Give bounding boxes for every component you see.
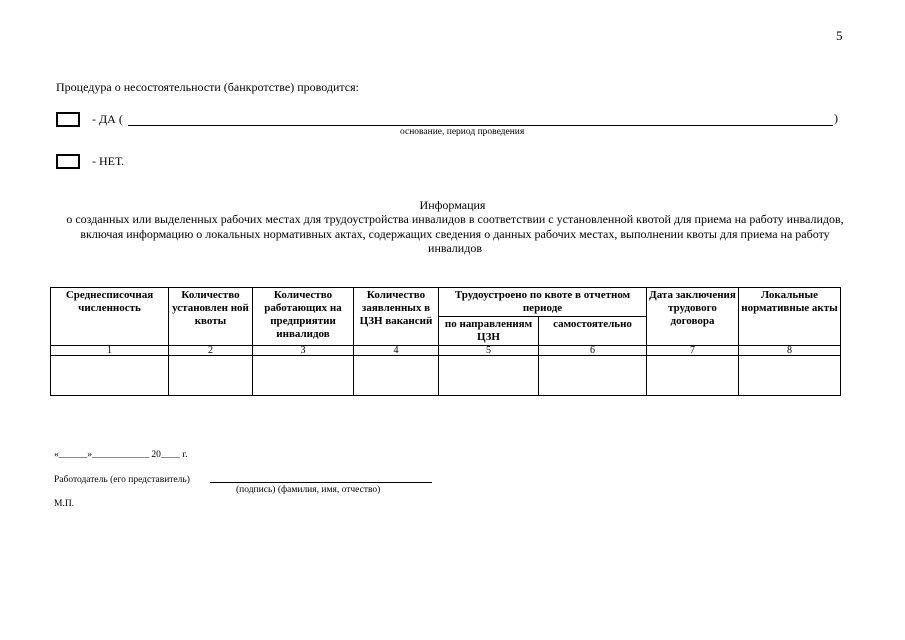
table-cell[interactable] [739, 356, 841, 396]
table-cell[interactable] [439, 356, 539, 396]
table-cell[interactable] [539, 356, 647, 396]
header-contract-date: Дата заключения трудового договора [647, 288, 739, 346]
header-disabled-employed: Количество работающих на предприятии инвалидов [253, 288, 354, 346]
header-employed-by-quota: Трудоустроено по квоте в отчетном периоде [439, 288, 647, 317]
header-vacancies: Количество заявленных в ЦЗН вакансий [354, 288, 439, 346]
employer-label: Работодатель (его представитель) [54, 475, 190, 485]
table-cell[interactable] [51, 356, 169, 396]
signature-caption: (подпись) (фамилия, имя, отчество) [236, 485, 381, 495]
header-local-acts: Локальные нормативные акты [739, 288, 841, 346]
checkbox-no[interactable] [56, 154, 80, 169]
procedure-question: Процедура о несостоятельности (банкротстве) проводится: [56, 80, 359, 94]
column-number: 3 [253, 346, 354, 356]
table-row [51, 356, 841, 396]
column-number: 6 [539, 346, 647, 356]
yes-close-paren: ) [834, 111, 838, 125]
option-yes-label: - ДА ( [92, 112, 123, 126]
table-cell[interactable] [647, 356, 739, 396]
table-number-row [51, 346, 841, 356]
table-header-row [51, 288, 841, 317]
page-number: 5 [836, 28, 843, 43]
quota-table [50, 287, 841, 396]
info-description: о созданных или выделенных рабочих местах для трудоустройства инвалидов в соответствии с установленной квотой для приема на работу инвалидов, включая информацию о локальных нормативных актах, содержащих сведения о данных рабочих местах, выполнении квоты для приема на работу инвалидов [66, 212, 844, 256]
header-avg-headcount: Среднесписочная численность [51, 288, 169, 346]
yes-reason-caption: основание, период проведения [400, 127, 525, 137]
column-number: 8 [739, 346, 841, 356]
header-independently: самостоятельно [539, 317, 647, 346]
column-number: 2 [169, 346, 253, 356]
employer-signature-field[interactable] [210, 482, 432, 483]
checkbox-yes[interactable] [56, 112, 80, 127]
info-title: Информация [419, 198, 486, 212]
column-number: 4 [354, 346, 439, 356]
table-cell[interactable] [169, 356, 253, 396]
header-quota: Количество установлен ной квоты [169, 288, 253, 346]
yes-reason-field[interactable] [128, 125, 833, 126]
table-cell[interactable] [354, 356, 439, 396]
header-by-czn-referral: по направлениям ЦЗН [439, 317, 539, 346]
table-cell[interactable] [253, 356, 354, 396]
date-line[interactable]: «______»____________ 20____ г. [54, 450, 188, 460]
column-number: 1 [51, 346, 169, 356]
column-number: 5 [439, 346, 539, 356]
option-no-label: - НЕТ. [92, 154, 125, 168]
seal-mark: М.П. [54, 499, 75, 509]
column-number: 7 [647, 346, 739, 356]
